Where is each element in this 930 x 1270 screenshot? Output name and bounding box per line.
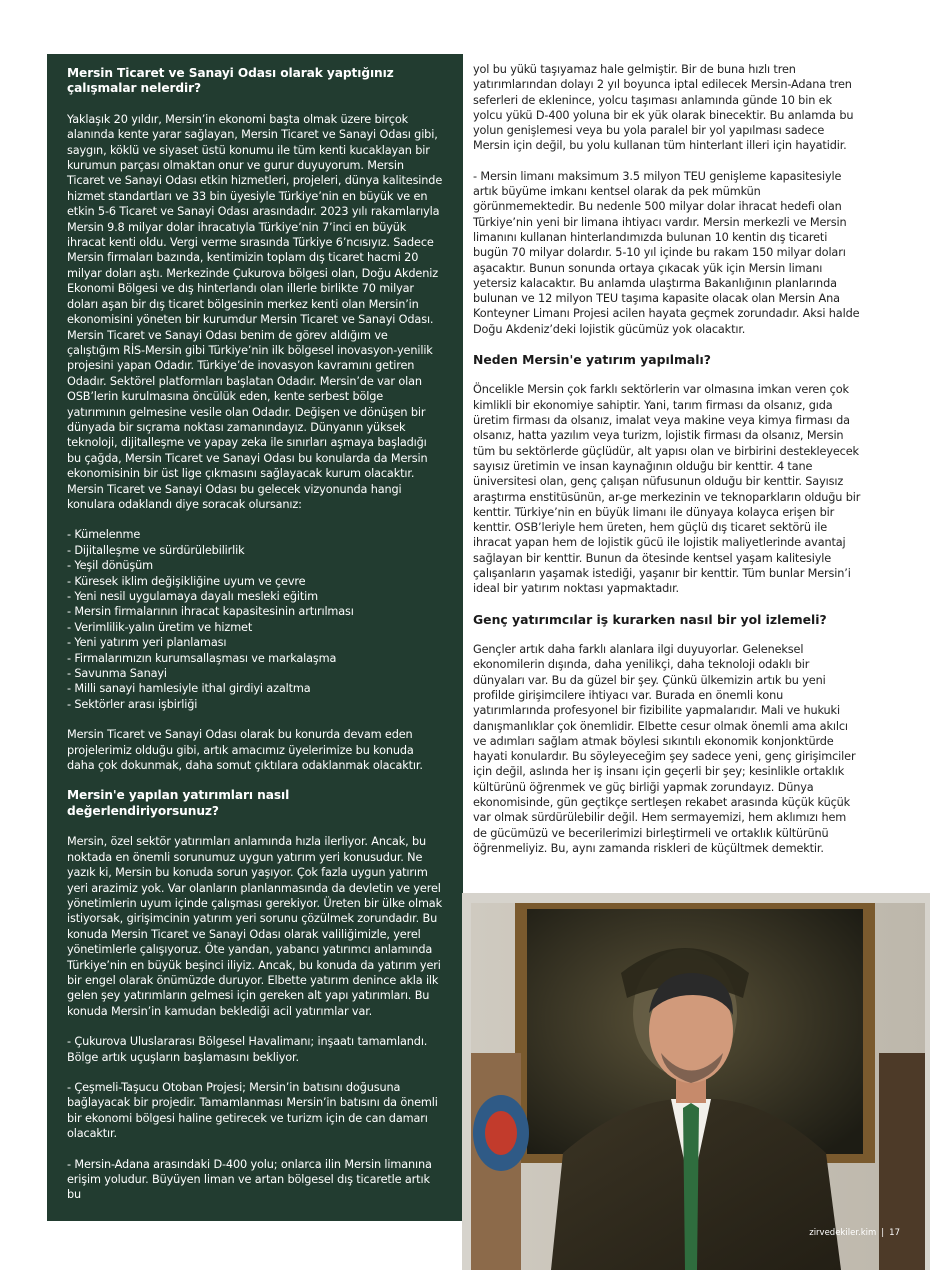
portrait-photo bbox=[471, 903, 925, 1270]
answer-paragraph-2: Mersin Ticaret ve Sanayi Odası olarak bu konurda devam eden projelerimiz olduğu gibi, artık amacımız üyelerimize bu konuda daha çok dokunmak, daha somut çıktılara odaklanmak olacaktır. bbox=[67, 728, 423, 773]
d400-paragraph: - Mersin-Adana arasındaki D-400 yolu; onlarca ilin Mersin limanına erişim yoludur. Büyüyen liman ve artan bölgesel dış ticaretle artık bu bbox=[67, 1157, 432, 1202]
right-column bbox=[473, 62, 861, 856]
question-heading-3: Neden Mersin'e yatırım yapılmalı? bbox=[473, 352, 711, 368]
airport-paragraph: - Çukurova Uluslararası Bölgesel Havalimanı; inşaatı tamamlandı. Bölge artık uçuşların başlamasını bekliyor. bbox=[67, 1035, 428, 1064]
list-item: - Mersin firmalarının ihracat kapasitesinin artırılması bbox=[67, 605, 354, 619]
footer-separator: | bbox=[881, 1228, 885, 1238]
list-item: - Sektörler arası işbirliği bbox=[67, 697, 198, 711]
portrait-illustration bbox=[471, 903, 925, 1270]
question-heading-1: Mersin Ticaret ve Sanayi Odası olarak yaptığınız çalışmalar nelerdir? bbox=[67, 66, 394, 96]
question-heading-4: Genç yatırımcılar iş kurarken nasıl bir yol izlemeli? bbox=[473, 611, 827, 627]
answer-paragraph-5: Gençler artık daha farklı alanlara ilgi duyuyorlar. Geleneksel ekonomilerin dışında, daha yenilikçi, daha teknoloji odaklı bir dünyaları var. Bu da güzel bir şey. Çünkü ülkemizin artık bu yeni profilde girişimcilere ihtiyacı var. Burada en önemli konu yatırımlarında profesyonel bir fizibilite yapmalarıdır. Mali ve hukuki danışmanlıklar çok önemlidir. Elbette cesur olmak önemli ama akılcı ve adımları sağlam atmak böylesi sıkıntılı ekonomik konjonktürde hayati konulardır. Bu söyleyeceğim şey sadece yeni, genç girişimciler için değil, aslında her iş insanı için geçerli bir şey; kesinlikle ortaklık kültürünü öğrenmek ve güç birliği yapmak zorundayız. Dünya ekonomisinde, gün geçtikçe sertleşen rekabet arasında küçük küçük var olmak sürdürülebilir değil. Hem sermayemizi, hem aklımızı hem de gücümüzü ve becerilerimizi birleştirmeli ve ortaklık kültürünü öğrenmeliyiz. Bu, aynı zamanda riskleri de küçültmek demektir. bbox=[473, 643, 856, 855]
page-footer bbox=[809, 1228, 900, 1238]
list-item: - Küresek iklim değişikliğine uyum ve çevre bbox=[67, 574, 306, 588]
list-item: - Savunma Sanayi bbox=[67, 667, 167, 681]
list-item: - Dijitalleşme ve sürdürülebilirlik bbox=[67, 543, 245, 557]
page-number: 17 bbox=[889, 1228, 900, 1238]
focus-topics-list bbox=[67, 527, 443, 712]
answer-paragraph-1: Yaklaşık 20 yıldır, Mersin’in ekonomi başta olmak üzere birçok alanında kente yarar sağlayan, Mersin Ticaret ve Sanayi Odası gibi, saygın, köklü ve siyaset üstü konumu ile tüm kenti kucaklayan bir kurumun parçası olmaktan onur ve gurur duyuyorum. Mersin Ticaret ve Sanayi Odası etkin hizmetleri, projeleri, dünya kalitesinde hizmet standartları ve 33 bin üyesiyle Türkiye’nin en büyük ve en etkin 5-6 Ticaret ve Sanayi Odası arasındadır. 2023 yılı rakamlarıyla Mersin 9.8 milyar dolar ihracatıyla Türkiye’nin 7’inci en büyük ihracat kenti oldu. Vergi verme sırasında Türkiye 6’ncısıyız. Sadece Mersin firmaları bazında, kentimizin toplam dış ticaret hacmi 20 milyar doları aştı. Merkezinde Çukurova bölgesi olan, Doğu Akdeniz Ekonomi Bölgesi ve dış hinterlandı olan illerle birlikte 70 milyar doları aşan bir dış ticaret bölgesinin merkez kenti olan Mersin’in ekonomisini yöneten bir kurumdur Mersin Ticaret ve Sanayi Odası. Mersin Ticaret ve Sanayi Odası benim de görev aldığım ve çalıştığım RİS-Mersin gibi Türkiye’nin ilk bölgesel inovasyon-yenilik projesini yapan Odadır. Türkiye’de inovasyon kavramını getiren Odadır. Sektörel platformları başlatan Odadır. Mersin’de var olan OSB’lerin kurulmasına öncülük eden, kente serbest bölge yatırımının gelmesine vesile olan Odadır. Değişen ve dönüşen bir dünyada bir sıçrama noktası zamanındayız. Dünyanın yüksek teknoloji, dijitalleşme ve yapay zeka ile sınırları aşmaya başladığı bu çağda, Mersin Ticaret ve Sanayi Odası bu konularda da Mersin ekonomisinin bir üst lige çıkmasını sağlayacak kurum olacaktır. Mersin Ticaret ve Sanayi Odası bu gelecek vizyonunda hangi konulara odaklandı diye soracak olursanız: bbox=[67, 112, 443, 511]
list-item: - Milli sanayi hamlesiyle ithal girdiyi azaltma bbox=[67, 682, 311, 696]
list-item: - Yeşil dönüşüm bbox=[67, 559, 153, 573]
left-column-panel bbox=[47, 54, 463, 1221]
list-item: - Kümelenme bbox=[67, 528, 141, 542]
highway-paragraph: - Çeşmeli-Taşucu Otoban Projesi; Mersin’in batısını doğusuna bağlayacak bir projedir. Tamamlanması Mersin’in batısını da önemli bir ekonomi bölgesi haline getirecek ve turizm için de can damarı olacaktır. bbox=[67, 1080, 438, 1141]
site-name: zirvedekiler.kim bbox=[809, 1228, 877, 1238]
continued-paragraph: yol bu yükü taşıyamaz hale gelmiştir. Bir de buna hızlı tren yatırımlarından dolayı 2 yıl boyunca iptal edilecek Mersin-Adana tren seferleri de eklenince, yolcu taşıması anlamında günde 10 bin ek yolcu yükü D-400 yoluna bir ek yük olarak binecektir. Bu anlamda bu yolun genişlemesi veya bu yola paralel bir yol yapılması sadece Mersin için değil, bu yolu kullanan tüm hinterlant illeri için hayatidir. bbox=[473, 63, 854, 153]
question-heading-2: Mersin'e yapılan yatırımları nasıl değerlendiriyorsunuz? bbox=[67, 788, 290, 818]
answer-paragraph-4: Öncelikle Mersin çok farklı sektörlerin var olmasına imkan veren çok kimlikli bir ekonomiye sahiptir. Yani, tarım firması da olsanız, gıda üretim firması da olsanız, imalat veya makine veya kimya firması da olsanız, hatta yazılım veya turizm, lojistik firması da olsanız, Mersin tüm bu sektörlerde güçlüdür, alt yapısı olan ve birbirini destekleyecek sayısız üretimin ve insan kaynağının olduğu bir kenttir. 4 tane üniversitesi olan, genç çalışan nüfusunun olduğu bir kenttir. Sayısız araştırma enstitüsünün, ar-ge merkezinin ve teknoparkların olduğu bir kenttir. Türkiye’nin en büyük limanı ile dünyaya kolayca erişen bir kenttir. OSB’leriyle hem üreten, hem güçlü dış ticaret sektörü ile ihracat yapan hem de lojistik gücü ile lojistik maliyetlerinde avantaj sağlayan bir kenttir. Bunun da ötesinde kentsel yaşam kalitesiyle çalışanların yaşamak istediği, yaşanır bir kenttir. Tüm bunlar Mersin’i ideal bir yatırım noktası yapmaktadır. bbox=[473, 383, 861, 596]
list-item: - Firmalarımızın kurumsallaşması ve markalaşma bbox=[67, 651, 337, 665]
list-item: - Yeni nesil uygulamaya dayalı mesleki eğitim bbox=[67, 590, 318, 603]
port-paragraph: - Mersin limanı maksimum 3.5 milyon TEU genişleme kapasitesiyle artık büyüme imkanı kentsel olarak da pek mümkün görünmemektedir. Bu nedenle 500 milyar dolar ihracat hedefi olan Türkiye’nin yeni bir limana ihtiyacı vardır. Mersin merkezli ve Mersin limanını kullanan hinterlandımızda bulunan 10 kentin dış ticareti bugün 70 milyar dolardır. 5-10 yıl içinde bu rakam 150 milyar doları aşacaktır. Bunun sonunda ortaya çıkacak yük için Mersin limanı yetersiz kalacaktır. Bu anlamda ulaştırma Bakanlığının planlarında bulunan ve 12 milyon TEU taşıma kapasite olacak olan Mersin Ana Konteyner Limanı Projesi acilen hayata geçmek zorundadır. Aksi halde Doğu Akdeniz’deki lojistik gücümüz yok olacaktır. bbox=[473, 169, 860, 336]
list-item: - Verimlilik-yalın üretim ve hizmet bbox=[67, 620, 253, 634]
list-item: - Yeni yatırım yeri planlaması bbox=[67, 636, 227, 650]
answer-paragraph-3: Mersin, özel sektör yatırımları anlamında hızla ilerliyor. Ancak, bu noktada en önemli sorunumuz uygun yatırım yeri konusudur. Ne yazık ki, Mersin bu konuda sorun yaşıyor. Çok fazla uygun yatırım yeri arazimiz yok. Var olanların planlanmasında da devletin ve yerel yönetimlerin uyum içinde çalışması gerekiyor. Üreten bir ülke olmak istiyorsak, girişimcinin yatırım yeri sorunu çözülmek zorundadır. Bu konuda Mersin Ticaret ve Sanayi Odası olarak valiliğimizle, yerel yönetimlerle çalışıyoruz. Öte yandan, yabancı yatırımcı anlamında Türkiye’nin en büyük beşinci iliyiz. Ancak, bu konuda da yatırım yeri bir engel olarak önümüzde duruyor. Elbette yatırım denince akla ilk gelen şey yatırımların gelmesi için gereken alt yapı yatırımları. Bu konuda Mersin’in kamudan beklediği acil yatırımlar var. bbox=[67, 835, 442, 1018]
